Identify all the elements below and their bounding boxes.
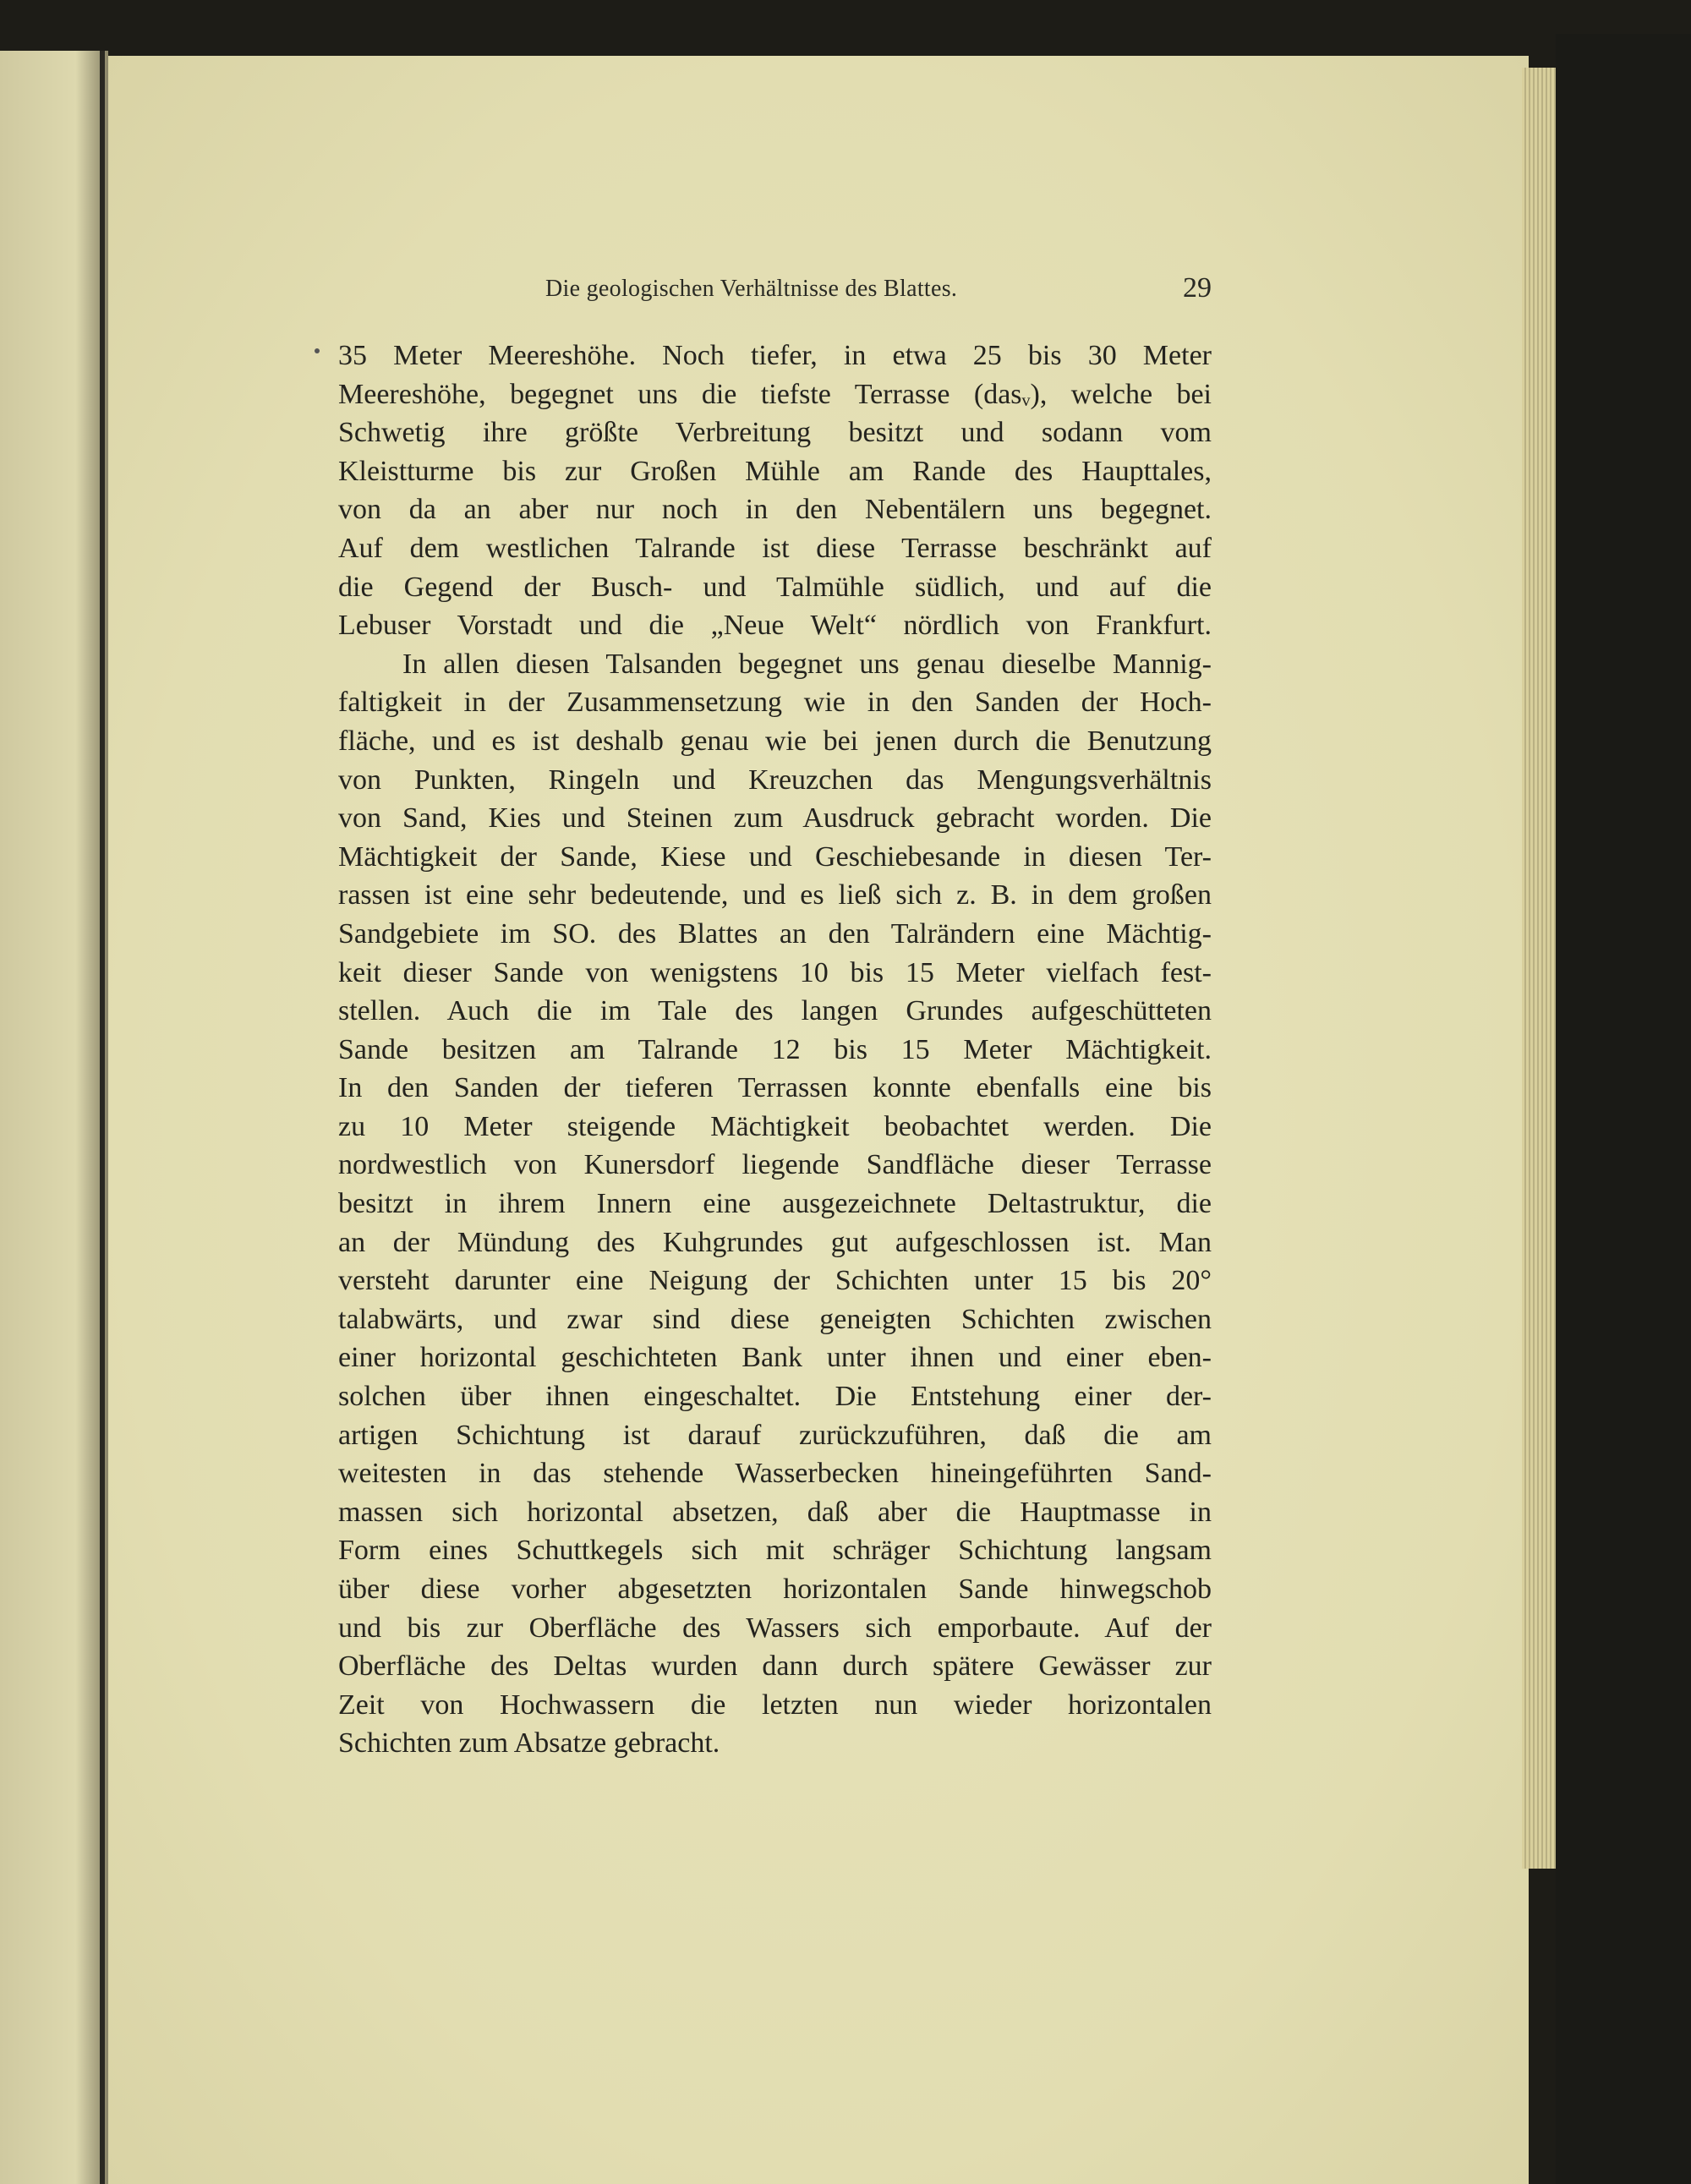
text-line: Lebuser Vorstadt und die „Neue Welt“ nördlich von Frankfurt. — [338, 610, 1212, 642]
text-line: talabwärts, und zwar sind diese geneigten Schichten zwischen — [338, 1303, 1212, 1335]
text-line: Oberfläche des Deltas wurden dann durch spätere Gewässer zur — [338, 1650, 1212, 1683]
text-line: weitesten in das stehende Wasserbecken hineingeführten Sand- — [338, 1458, 1212, 1490]
text-line: von Sand, Kies und Steinen zum Ausdruck gebracht worden. Die — [338, 802, 1212, 835]
text-line: Auf dem westlichen Talrande ist diese Terrasse beschränkt auf — [338, 532, 1212, 564]
book-cover-edge — [1556, 34, 1691, 2184]
text-line: besitzt in ihrem Innern eine ausgezeichnete Deltastruktur, die — [338, 1188, 1212, 1220]
text-line: Zeit von Hochwassern die letzten nun wieder horizontalen — [338, 1689, 1212, 1721]
text-line: Mächtigkeit der Sande, Kiese und Geschiebesande in diesen Ter- — [338, 840, 1212, 873]
text-line: Kleistturme bis zur Großen Mühle am Rande des Haupttales, — [338, 455, 1212, 487]
text-line: über diese vorher abgesetzten horizontalen Sande hinwegschob — [338, 1574, 1212, 1605]
gutter-line — [100, 51, 105, 2184]
text-line: von da an aber nur noch in den Nebentälern uns begegnet. — [338, 494, 1212, 526]
text-line: 35 Meter Meereshöhe. Noch tiefer, in etwa 25 bis 30 Meter — [338, 340, 1212, 371]
margin-dot — [315, 348, 320, 353]
text-line: Sande besitzen am Talrande 12 bis 15 Meter Mächtigkeit. — [338, 1033, 1212, 1065]
page-stack-edge — [1522, 68, 1556, 1869]
body-text — [338, 337, 1212, 1763]
text-line: In den Sanden der tieferen Terrassen konnte ebenfalls eine bis — [338, 1072, 1212, 1104]
text-line: In allen diesen Talsanden begegnet uns genau dieselbe Mannig- — [402, 648, 1212, 680]
text-line: versteht darunter eine Neigung der Schichten unter 15 bis 20° — [338, 1265, 1212, 1297]
text-line: solchen über ihnen eingeschaltet. Die Entstehung einer der- — [338, 1381, 1212, 1413]
text-line: zu 10 Meter steigende Mächtigkeit beobachtet werden. Die — [338, 1110, 1212, 1142]
page-header — [338, 272, 1212, 309]
text-line: stellen. Auch die im Tale des langen Grundes aufgeschütteten — [338, 995, 1212, 1027]
text-line: und bis zur Oberfläche des Wassers sich emporbaute. Auf der — [338, 1612, 1212, 1644]
text-line: rassen ist eine sehr bedeutende, und es ließ sich z. B. in dem großen — [338, 879, 1212, 911]
text-line: Meereshöhe, begegnet uns die tiefste Terrasse (dasᵥ), welche bei — [338, 378, 1212, 410]
text-line: an der Mündung des Kuhgrundes gut aufgeschlossen ist. Man — [338, 1226, 1212, 1258]
running-title: Die geologischen Verhältnisse des Blattes. — [545, 276, 958, 302]
text-line: einer horizontal geschichteten Bank unter ihnen und einer eben- — [338, 1342, 1212, 1374]
text-line: massen sich horizontal absetzen, daß aber die Hauptmasse in — [338, 1496, 1212, 1528]
text-line: von Punkten, Ringeln und Kreuzchen das Mengungsverhältnis — [338, 764, 1212, 796]
text-line: nordwestlich von Kunersdorf liegende Sandfläche dieser Terrasse — [338, 1149, 1212, 1181]
text-line: Schwetig ihre größte Verbreitung besitzt und sodann vom — [338, 417, 1212, 449]
page-number: 29 — [1183, 272, 1212, 304]
facing-page-edge — [0, 51, 108, 2184]
text-line: Form eines Schuttkegels sich mit schräger Schichtung langsam — [338, 1535, 1212, 1567]
text-line: Sandgebiete im SO. des Blattes an den Talrändern eine Mächtig- — [338, 917, 1212, 950]
text-line: Schichten zum Absatze gebracht. — [338, 1727, 720, 1760]
text-line: die Gegend der Busch- und Talmühle südlich, und auf die — [338, 571, 1212, 603]
text-line: artigen Schichtung ist darauf zurückzuführen, daß die am — [338, 1419, 1212, 1451]
text-line: keit dieser Sande von wenigstens 10 bis 15 Meter vielfach fest- — [338, 956, 1212, 988]
text-line: faltigkeit in der Zusammensetzung wie in den Sanden der Hoch- — [338, 687, 1212, 719]
text-line: fläche, und es ist deshalb genau wie bei jenen durch die Benutzung — [338, 725, 1212, 757]
